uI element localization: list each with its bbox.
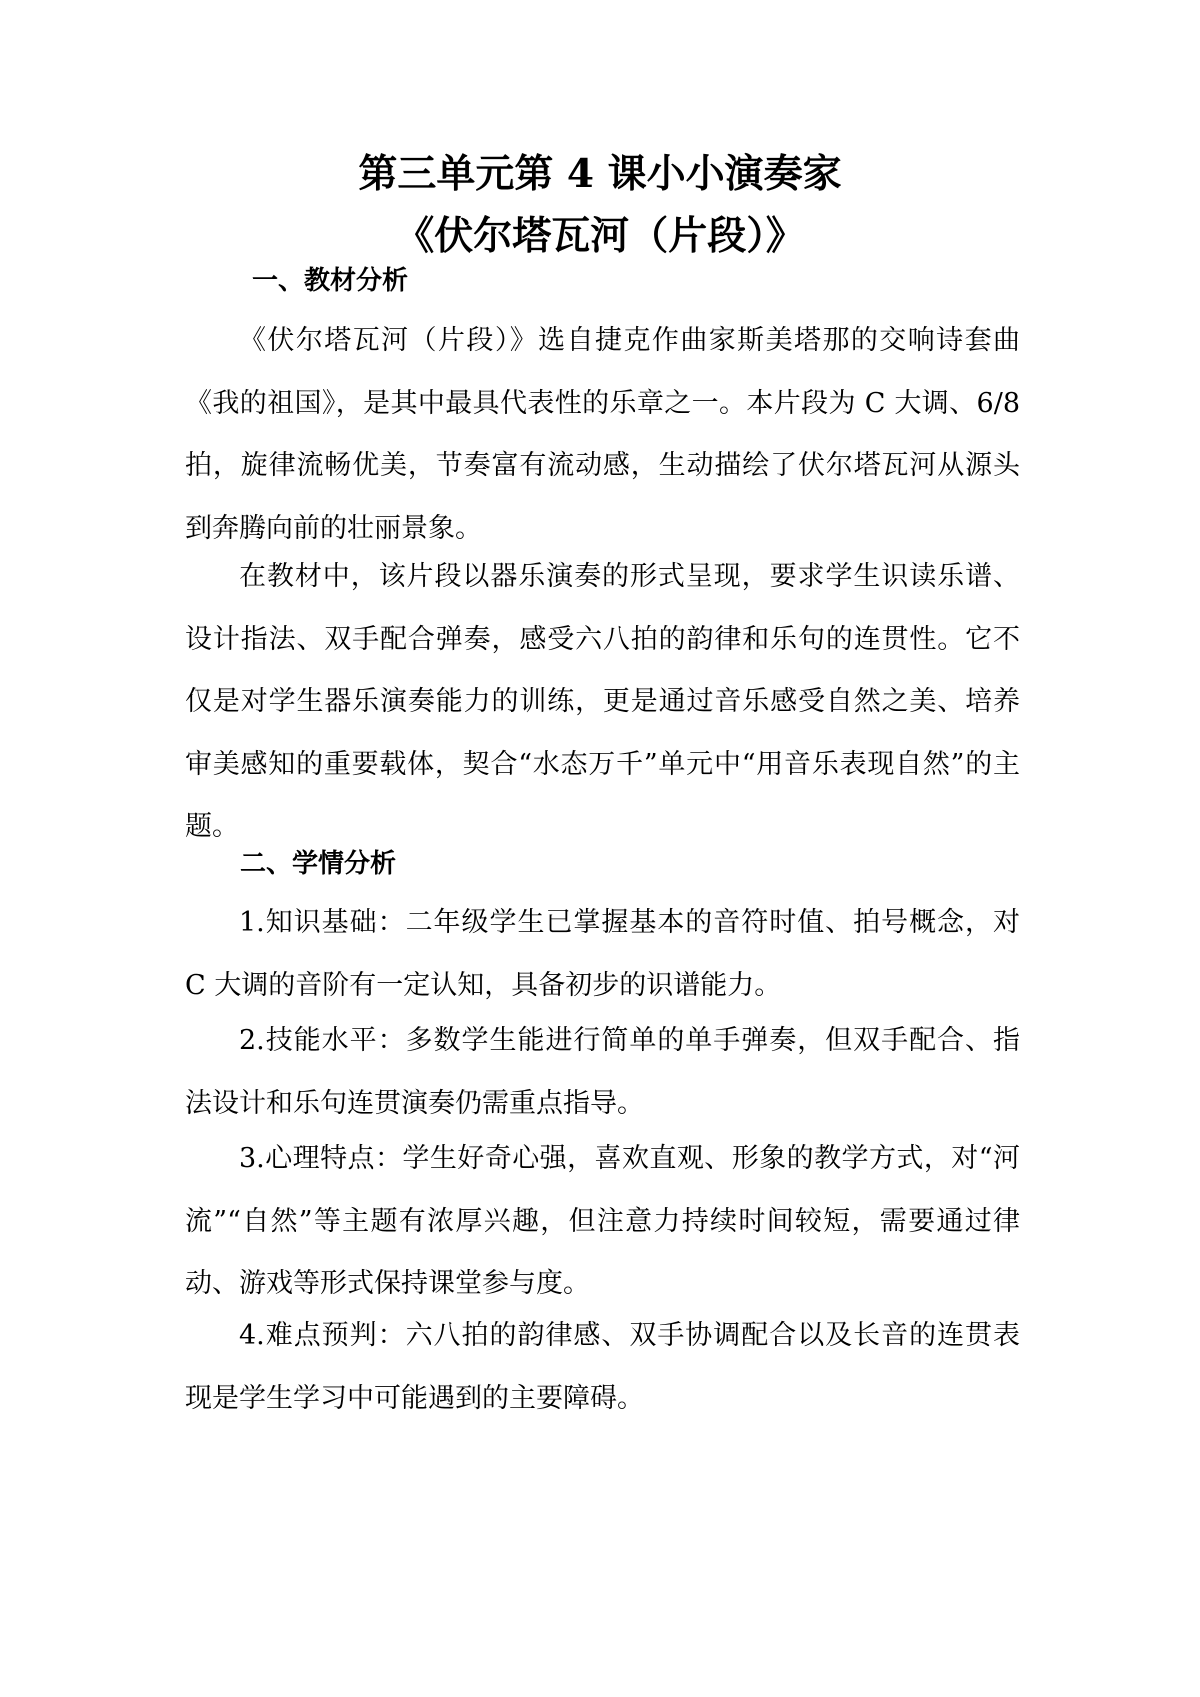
section-heading-student-analysis: 二、学情分析 xyxy=(240,849,397,879)
paragraph-difficulty-prediction: 4.难点预判：六八拍的韵律感、双手协调配合以及长音的连贯表现是学生学习中可能遇到的主要障碍。 xyxy=(185,1320,1020,1414)
paragraph-textbook-role: 在教材中，该片段以器乐演奏的形式呈现，要求学生识读乐谱、设计指法、双手配合弹奏，感受六八拍的韵律和乐句的连贯性。它不仅是对学生器乐演奏能力的训练，更是通过音乐感受自然之美、培养审美感知的重要载体，契合“水态万千”单元中“用音乐表现自然”的主题。 xyxy=(185,561,1020,842)
paragraph-knowledge-base: 1.知识基础：二年级学生已掌握基本的音符时值、拍号概念，对 C 大调的音阶有一定认知，具备初步的识谱能力。 xyxy=(185,907,1020,1001)
paragraph-skill-level: 2.技能水平：多数学生能进行简单的单手弹奏，但双手配合、指法设计和乐句连贯演奏仍需重点指导。 xyxy=(185,1025,1020,1119)
paragraph-psychological-traits: 3.心理特点：学生好奇心强，喜欢直观、形象的教学方式，对“河流”“自然”等主题有浓厚兴趣，但注意力持续时间较短，需要通过律动、游戏等形式保持课堂参与度。 xyxy=(185,1143,1020,1299)
paragraph-textbook-intro: 《伏尔塔瓦河（片段）》选自捷克作曲家斯美塔那的交响诗套曲《我的祖国》，是其中最具代表性的乐章之一。本片段为 C 大调、6/8 拍，旋律流畅优美，节奏富有流动感，生动描绘了伏尔塔瓦河从源头到奔腾向前的壮丽景象。 xyxy=(185,325,1020,544)
document-title xyxy=(0,143,1200,267)
title-line-2: 《伏尔塔瓦河（片段）》 xyxy=(395,213,805,259)
section-heading-textbook-analysis: 一、教材分析 xyxy=(252,266,409,296)
title-line-1: 第三单元第 4 课小小演奏家 xyxy=(358,151,842,197)
